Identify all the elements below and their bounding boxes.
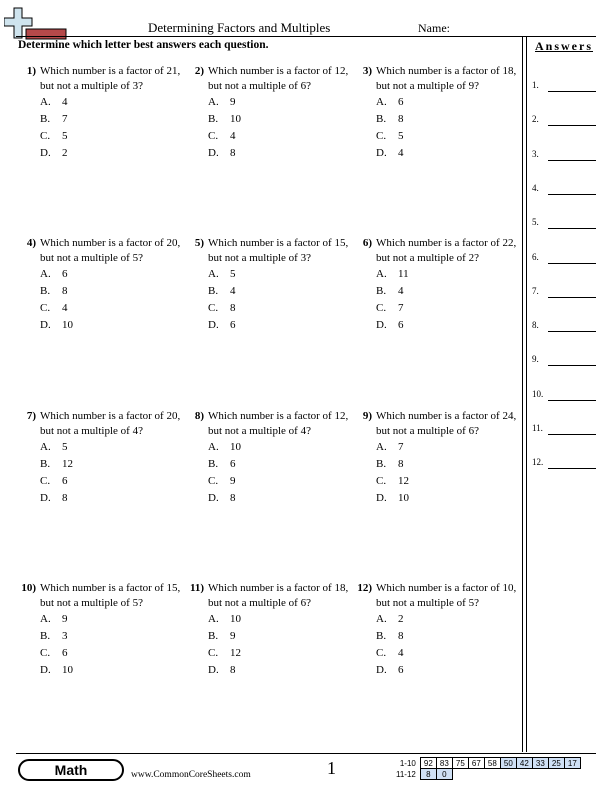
answer-option[interactable]: [376, 267, 516, 283]
option-letter: B.: [376, 285, 387, 297]
option-letter: D.: [376, 492, 387, 504]
answers-title: Answers: [535, 39, 593, 53]
answer-blank[interactable]: [548, 297, 596, 298]
option-letter: A.: [376, 613, 387, 625]
question-text: Which number is a factor of 18, but not a multiple of 6?: [208, 582, 349, 609]
option-value: 6: [230, 319, 236, 331]
answer-option[interactable]: [208, 474, 348, 490]
question-text: Which number is a factor of 21, but not a multiple of 3?: [40, 65, 181, 92]
score-row: [394, 758, 580, 769]
answer-row: [532, 183, 596, 197]
option-value: 9: [230, 475, 236, 487]
question-block: [12, 236, 180, 346]
option-value: 5: [62, 130, 68, 142]
question-block: [348, 64, 516, 174]
question-number: 1): [26, 65, 36, 77]
option-letter: B.: [40, 285, 51, 297]
answer-row: [532, 80, 596, 94]
option-letter: B.: [40, 458, 51, 470]
option-value: 8: [230, 147, 236, 159]
option-value: 9: [230, 96, 236, 108]
answer-number: 12.: [532, 457, 544, 468]
question-block: [180, 236, 348, 346]
option-value: 8: [230, 302, 236, 314]
option-letter: D.: [208, 147, 219, 159]
answer-number: 4.: [532, 182, 539, 193]
question-text: Which number is a factor of 22, but not a multiple of 2?: [376, 237, 517, 264]
answer-blank[interactable]: [548, 400, 596, 401]
option-letter: A.: [40, 96, 51, 108]
answer-row: [532, 252, 596, 266]
answer-option[interactable]: [208, 95, 348, 111]
name-label: Name:: [418, 21, 450, 35]
answer-number: 2.: [532, 114, 539, 125]
answer-number: 11.: [532, 423, 543, 433]
question-number: 8): [194, 410, 204, 422]
score-cell: 42: [516, 758, 532, 769]
option-value: 8: [230, 664, 236, 676]
answer-option[interactable]: [208, 629, 348, 645]
score-cell: 75: [452, 758, 468, 769]
answer-row: [532, 423, 596, 437]
answer-blank[interactable]: [548, 434, 596, 435]
option-value: 7: [398, 302, 404, 314]
answer-option[interactable]: [376, 95, 516, 111]
answer-option[interactable]: [40, 284, 180, 300]
option-letter: B.: [208, 458, 219, 470]
option-letter: B.: [208, 113, 219, 125]
score-cell: 92: [420, 758, 436, 769]
answer-option[interactable]: [208, 491, 348, 507]
answer-option[interactable]: [376, 284, 516, 300]
option-letter: D.: [376, 147, 387, 159]
option-letter: C.: [40, 647, 51, 659]
score-range-label: 1-10: [399, 758, 416, 768]
answer-blank[interactable]: [548, 91, 596, 92]
score-cell: 50: [500, 758, 516, 769]
answer-row: [532, 354, 596, 368]
option-letter: A.: [376, 96, 387, 108]
option-value: 6: [398, 96, 404, 108]
question-number: 11): [189, 582, 204, 594]
option-letter: D.: [208, 664, 219, 676]
option-value: 10: [230, 613, 241, 625]
question-text: Which number is a factor of 15, but not a multiple of 3?: [208, 237, 349, 264]
option-letter: B.: [376, 458, 387, 470]
answer-number: 9.: [532, 354, 539, 365]
answer-blank[interactable]: [548, 263, 596, 264]
score-cell: 17: [564, 758, 580, 769]
question-text: Which number is a factor of 20, but not a multiple of 4?: [40, 410, 181, 437]
option-letter: B.: [40, 113, 51, 125]
answer-row: [532, 217, 596, 231]
answer-option[interactable]: [40, 301, 180, 317]
answer-blank[interactable]: [548, 194, 596, 195]
option-value: 3: [62, 630, 68, 642]
option-letter: A.: [40, 441, 51, 453]
instructions: Determine which letter best answers each question.: [18, 39, 269, 51]
option-value: 5: [230, 268, 236, 280]
option-letter: A.: [40, 268, 51, 280]
score-cell: 83: [436, 758, 452, 769]
option-value: 10: [230, 441, 241, 453]
worksheet-title: Determining Factors and Multiples: [148, 20, 331, 35]
option-letter: A.: [208, 96, 219, 108]
answer-option[interactable]: [40, 112, 180, 128]
question-text: Which number is a factor of 10, but not a multiple of 5?: [376, 582, 517, 609]
question-number: 9): [362, 410, 372, 422]
option-value: 8: [230, 492, 236, 504]
answer-option[interactable]: [40, 440, 180, 456]
option-letter: A.: [376, 441, 387, 453]
option-value: 10: [62, 664, 73, 676]
answer-option[interactable]: [208, 440, 348, 456]
option-letter: C.: [40, 475, 51, 487]
score-cell: 8: [420, 769, 436, 780]
option-value: 12: [62, 458, 73, 470]
option-value: 6: [62, 268, 68, 280]
option-value: 4: [230, 130, 236, 142]
option-letter: C.: [40, 302, 51, 314]
option-value: 7: [62, 113, 68, 125]
question-number: 7): [26, 410, 36, 422]
answer-option[interactable]: [208, 612, 348, 628]
answer-option[interactable]: [208, 146, 348, 162]
answer-option[interactable]: [208, 646, 348, 662]
answer-option[interactable]: [40, 129, 180, 145]
answer-option[interactable]: [376, 112, 516, 128]
option-value: 9: [62, 613, 68, 625]
answer-blank[interactable]: [548, 160, 596, 161]
score-cell: 0: [436, 769, 452, 780]
answer-option[interactable]: [376, 646, 516, 662]
score-range-label: 11-12: [396, 769, 416, 779]
answer-blank[interactable]: [548, 331, 596, 332]
site-url: www.CommonCoreSheets.com: [131, 770, 251, 780]
answer-number: 7.: [532, 285, 539, 296]
option-letter: A.: [376, 268, 387, 280]
math-badge: Math: [18, 759, 124, 781]
option-letter: D.: [208, 492, 219, 504]
option-value: 4: [230, 285, 236, 297]
option-value: 2: [62, 147, 68, 159]
option-value: 5: [398, 130, 404, 142]
option-letter: A.: [208, 613, 219, 625]
answer-option[interactable]: [376, 612, 516, 628]
answer-number: 6.: [532, 251, 539, 262]
question-number: 5): [194, 237, 204, 249]
answer-option[interactable]: [40, 474, 180, 490]
answer-row: [532, 457, 596, 471]
option-letter: C.: [40, 130, 51, 142]
answer-option[interactable]: [40, 318, 180, 334]
answer-option[interactable]: [208, 129, 348, 145]
option-value: 2: [398, 613, 404, 625]
option-letter: C.: [376, 130, 387, 142]
option-letter: D.: [376, 319, 387, 331]
option-letter: C.: [376, 302, 387, 314]
option-value: 10: [398, 492, 409, 504]
answer-option[interactable]: [40, 267, 180, 283]
question-text: Which number is a factor of 20, but not a multiple of 5?: [40, 237, 181, 264]
answers-divider-2: [526, 36, 527, 752]
answer-option[interactable]: [40, 95, 180, 111]
score-row: [394, 769, 580, 780]
answer-option[interactable]: [208, 112, 348, 128]
question-text: Which number is a factor of 24, but not a multiple of 6?: [376, 410, 517, 437]
question-block: [348, 409, 516, 519]
option-value: 8: [398, 113, 404, 125]
option-letter: C.: [376, 647, 387, 659]
option-value: 8: [398, 630, 404, 642]
option-value: 10: [62, 319, 73, 331]
question-block: [12, 409, 180, 519]
answer-option[interactable]: [40, 491, 180, 507]
answer-option[interactable]: [40, 646, 180, 662]
option-value: 8: [62, 285, 68, 297]
question-text: Which number is a factor of 18, but not a multiple of 9?: [376, 65, 517, 92]
answer-option[interactable]: [208, 267, 348, 283]
question-number: 2): [194, 65, 204, 77]
option-value: 5: [62, 441, 68, 453]
option-letter: B.: [376, 630, 387, 642]
answer-number: 1.: [532, 80, 539, 90]
answer-row: [532, 389, 596, 403]
option-letter: C.: [208, 475, 219, 487]
option-letter: C.: [376, 475, 387, 487]
question-block: [348, 236, 516, 346]
question-block: [348, 581, 516, 691]
answer-number: 3.: [532, 148, 539, 159]
question-text: Which number is a factor of 12, but not a multiple of 4?: [208, 410, 349, 437]
answer-option[interactable]: [208, 457, 348, 473]
option-value: 8: [398, 458, 404, 470]
option-letter: D.: [40, 319, 51, 331]
option-letter: B.: [208, 630, 219, 642]
question-text: Which number is a factor of 15, but not a multiple of 5?: [40, 582, 181, 609]
answer-option[interactable]: [376, 129, 516, 145]
option-value: 11: [398, 268, 409, 280]
header-divider: [16, 36, 596, 37]
option-value: 4: [398, 147, 404, 159]
answer-option[interactable]: [376, 301, 516, 317]
answer-option[interactable]: [376, 440, 516, 456]
answer-option[interactable]: [40, 629, 180, 645]
option-value: 4: [398, 647, 404, 659]
option-value: 4: [398, 285, 404, 297]
option-letter: D.: [208, 319, 219, 331]
option-value: 6: [62, 475, 68, 487]
answer-option[interactable]: [208, 301, 348, 317]
option-letter: B.: [208, 285, 219, 297]
option-value: 4: [62, 302, 68, 314]
question-number: 4): [26, 237, 36, 249]
answer-blank[interactable]: [548, 228, 596, 229]
question-block: [12, 581, 180, 691]
answer-option[interactable]: [208, 663, 348, 679]
question-number: 6): [362, 237, 372, 249]
option-letter: B.: [40, 630, 51, 642]
answer-blank[interactable]: [548, 365, 596, 366]
option-letter: D.: [40, 664, 51, 676]
option-value: 12: [398, 475, 409, 487]
option-value: 4: [62, 96, 68, 108]
answer-option[interactable]: [376, 318, 516, 334]
answer-row: [532, 320, 596, 334]
answers-divider: [522, 36, 523, 752]
option-value: 7: [398, 441, 404, 453]
option-value: 6: [62, 647, 68, 659]
question-number: 3): [362, 65, 372, 77]
option-value: 6: [230, 458, 236, 470]
option-letter: D.: [40, 147, 51, 159]
answer-option[interactable]: [208, 284, 348, 300]
option-letter: B.: [376, 113, 387, 125]
score-cell: 67: [468, 758, 484, 769]
score-cell: 25: [548, 758, 564, 769]
answer-option[interactable]: [376, 491, 516, 507]
answer-number: 5.: [532, 217, 539, 228]
question-block: [180, 409, 348, 519]
answer-option[interactable]: [376, 474, 516, 490]
answer-option[interactable]: [376, 146, 516, 162]
answer-option[interactable]: [376, 629, 516, 645]
option-letter: A.: [40, 613, 51, 625]
footer-divider: [16, 753, 596, 754]
option-value: 6: [398, 319, 404, 331]
answer-number: 10.: [532, 388, 544, 399]
answer-option[interactable]: [40, 663, 180, 679]
answer-option[interactable]: [40, 612, 180, 628]
page-number: 1: [327, 758, 336, 778]
question-block: [180, 64, 348, 174]
option-letter: A.: [208, 268, 219, 280]
question-text: Which number is a factor of 12, but not a multiple of 6?: [208, 65, 349, 92]
answer-option[interactable]: [208, 318, 348, 334]
answer-row: [532, 114, 596, 128]
option-letter: C.: [208, 130, 219, 142]
option-value: 9: [230, 630, 236, 642]
option-letter: D.: [376, 664, 387, 676]
answer-option[interactable]: [40, 146, 180, 162]
answer-blank[interactable]: [548, 125, 596, 126]
question-number: 10): [21, 582, 36, 594]
option-letter: C.: [208, 647, 219, 659]
answer-row: [532, 286, 596, 300]
score-cell: 33: [532, 758, 548, 769]
option-letter: C.: [208, 302, 219, 314]
option-value: 6: [398, 664, 404, 676]
option-value: 12: [230, 647, 241, 659]
answer-number: 8.: [532, 320, 539, 331]
answer-option[interactable]: [376, 457, 516, 473]
question-number: 12): [357, 582, 372, 594]
option-letter: D.: [40, 492, 51, 504]
score-table: [394, 757, 581, 780]
answer-blank[interactable]: [548, 468, 596, 469]
question-block: [180, 581, 348, 691]
option-value: 8: [62, 492, 68, 504]
option-letter: A.: [208, 441, 219, 453]
answer-option[interactable]: [376, 663, 516, 679]
question-block: [12, 64, 180, 174]
option-value: 10: [230, 113, 241, 125]
math-plus-logo: [4, 6, 68, 40]
score-cell: 58: [484, 758, 500, 769]
answer-option[interactable]: [40, 457, 180, 473]
answer-row: [532, 149, 596, 163]
